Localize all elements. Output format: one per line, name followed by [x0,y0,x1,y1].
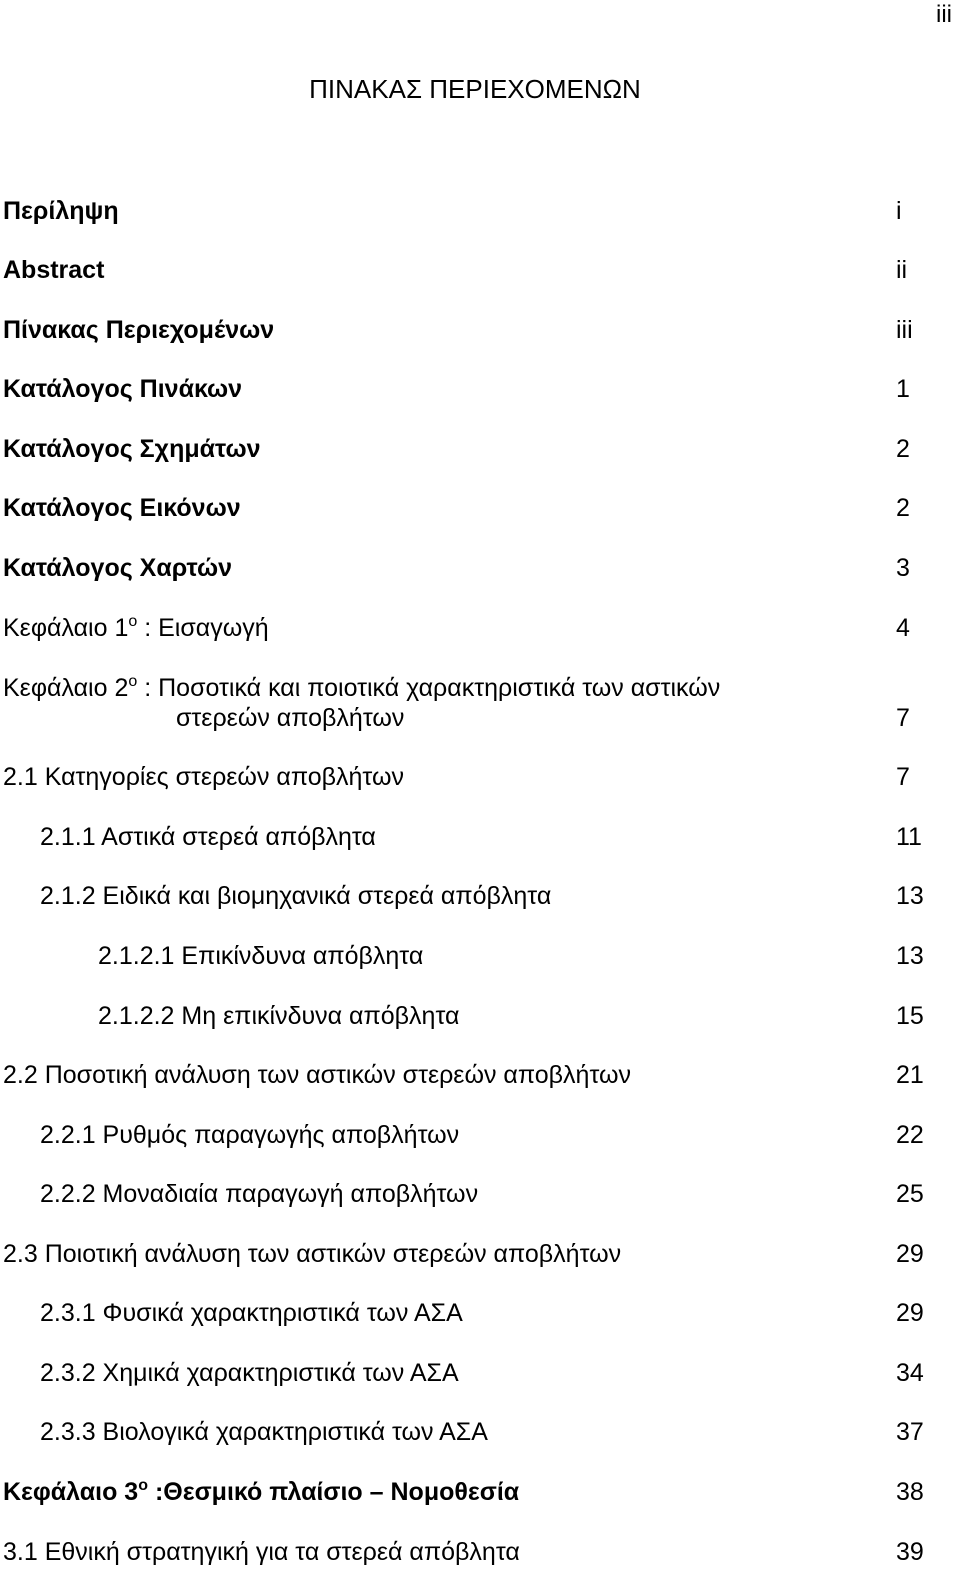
chapter-title: : Εισαγωγή [137,614,269,642]
toc-entry-subsection [0,1358,960,1388]
chapter-label: Κεφάλαιο 2 [3,674,129,702]
toc-entry-subsection [0,881,960,911]
toc-entry-contents [0,315,960,345]
toc-entry-page: 2 [896,435,910,463]
chapter-label: Κεφάλαιο 1 [3,614,129,642]
toc-entry-title: 2.2.1 Ρυθμός παραγωγής αποβλήτων [40,1121,460,1149]
toc-entry-subsection [0,1417,960,1447]
toc-entry-summary [0,196,960,226]
toc-entry-page: 39 [896,1538,924,1566]
toc-entry-title: 2.3 Ποιοτική ανάλυση των αστικών στερεών αποβλήτων [3,1240,622,1268]
chapter-title-continuation: στερεών αποβλήτων [176,704,405,732]
toc-entry-page: 25 [896,1180,924,1208]
toc-entry-title [3,673,720,707]
toc-entry-page: 29 [896,1299,924,1327]
toc-entry-page: 13 [896,882,924,910]
toc-entry-page: 7 [896,763,910,791]
toc-entry-subsection [0,1179,960,1209]
toc-entry-page: 37 [896,1418,924,1446]
toc-entry-chapter-2 [0,673,960,703]
toc-entry-chapter-3 [0,1477,960,1507]
ordinal-superscript: ο [138,1477,148,1494]
toc-entry-title: Κατάλογος Πινάκων [3,375,243,403]
toc-entry-title [3,613,269,647]
toc-entry-section [0,762,960,792]
toc-entry-title: Πίνακας Περιεχομένων [3,316,275,344]
toc-entry-list-of-images [0,493,960,523]
toc-entry-subsection [0,1120,960,1150]
toc-entry-title: Abstract [3,256,105,284]
toc-entry-title [3,1477,519,1511]
toc-entry-title: 3.1 Εθνική στρατηγική για τα στερεά απόβλητα [3,1538,520,1566]
toc-entry-chapter-2-continuation [0,703,960,733]
chapter-label: Κεφάλαιο 3 [3,1478,139,1506]
toc-entry-subsection [0,1298,960,1328]
page-number: iii [936,1,952,28]
toc-entry-list-of-figures [0,434,960,464]
toc-entry-title: 2.3.2 Χημικά χαρακτηριστικά των ΑΣΑ [40,1359,459,1387]
toc-entry-section [0,1060,960,1090]
toc-entry-section [0,1239,960,1269]
toc-entry-page: 3 [896,554,910,582]
toc-entry-page: 11 [896,823,922,851]
toc-entry-title: 2.1.2.1 Επικίνδυνα απόβλητα [98,942,424,970]
toc-entry-title: 2.1 Κατηγορίες στερεών αποβλήτων [3,763,404,791]
toc-entry-page: 22 [896,1121,924,1149]
toc-entry-page: 21 [896,1061,924,1089]
toc-entry-page: 13 [896,942,924,970]
toc-entry-title: Κατάλογος Εικόνων [3,494,241,522]
toc-entry-page: 15 [896,1002,924,1030]
toc-entry-title: 2.1.1 Αστικά στερεά απόβλητα [40,823,376,851]
ordinal-superscript: ο [128,613,138,630]
toc-entry-title: 2.1.2 Ειδικά και βιομηχανικά στερεά απόβλητα [40,882,552,910]
toc-entry-abstract [0,255,960,285]
chapter-title: :Θεσμικό πλαίσιο – Νομοθεσία [148,1478,520,1506]
toc-entry-title: 2.2.2 Μοναδιαία παραγωγή αποβλήτων [40,1180,479,1208]
toc-entry-page: 34 [896,1359,924,1387]
toc-entry-list-of-maps [0,553,960,583]
toc-entry-page: iii [896,316,913,344]
toc-entry-list-of-tables [0,374,960,404]
toc-entry-title: Κατάλογος Σχημάτων [3,435,261,463]
toc-entry-page: 4 [896,614,910,642]
toc-entry-subsubsection [0,1001,960,1031]
chapter-title: : Ποσοτικά και ποιοτικά χαρακτηριστικά των αστικών [137,674,721,702]
toc-entry-page: 7 [896,704,910,732]
toc-entry-page: i [896,197,902,225]
toc-entry-page: 2 [896,494,910,522]
toc-entry-page: 1 [896,375,910,403]
toc-entry-title: 2.2 Ποσοτική ανάλυση των αστικών στερεών αποβλήτων [3,1061,631,1089]
toc-entry-subsubsection [0,941,960,971]
toc-entry-title: 2.3.3 Βιολογικά χαρακτηριστικά των ΑΣΑ [40,1418,488,1446]
toc-entry-title: Περίληψη [3,197,119,225]
page-title: ΠΙΝΑΚΑΣ ΠΕΡΙΕΧΟΜΕΝΩΝ [309,74,641,104]
toc-entry-subsection [0,822,960,852]
toc-entry-page: 29 [896,1240,924,1268]
toc-entry-chapter-1 [0,613,960,643]
toc-entry-section [0,1537,960,1567]
toc-entry-page: ii [896,256,908,284]
ordinal-superscript: ο [128,673,138,690]
toc-entry-page: 38 [896,1478,924,1506]
toc-entry-title: Κατάλογος Χαρτών [3,554,232,582]
toc-entry-title: 2.1.2.2 Μη επικίνδυνα απόβλητα [98,1002,460,1030]
toc-entry-title: 2.3.1 Φυσικά χαρακτηριστικά των ΑΣΑ [40,1299,463,1327]
